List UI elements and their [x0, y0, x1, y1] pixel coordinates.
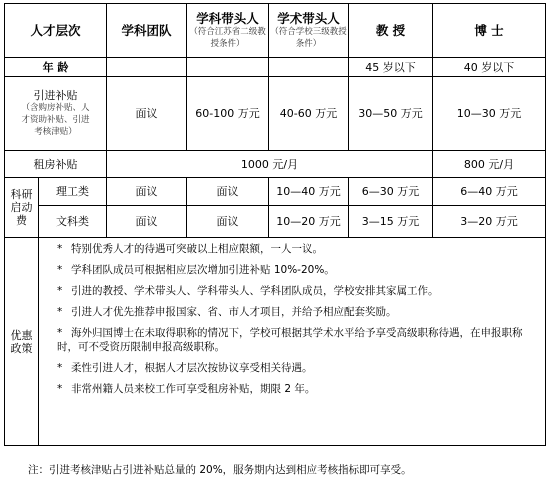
benefits-list [39, 238, 546, 446]
subsidy-label-cell [5, 77, 107, 151]
rent-row [5, 151, 546, 178]
research-arts-row [5, 206, 546, 238]
research-arts-label: 文科类 [39, 206, 107, 238]
research-science-label: 理工类 [39, 178, 107, 206]
benefit-item-text: 引进人才优先推荐申报国家、省、市人才项目，并给予相应配套奖励。 [71, 306, 397, 318]
header-subject-leader-title: 学科带头人 [196, 11, 259, 26]
subsidy-row [5, 77, 546, 151]
talent-policy-table [4, 3, 546, 446]
research-science-professor: 6—30 万元 [349, 178, 433, 206]
subsidy-doctor: 10—30 万元 [433, 77, 546, 151]
header-academic-leader-sub: （符合学校三级教授条件） [270, 27, 347, 49]
benefit-item-text: 非常州籍人员来校工作可享受租房补贴，期限 2 年。 [71, 383, 316, 395]
subsidy-professor: 30—50 万元 [349, 77, 433, 151]
age-subject-leader-empty [187, 58, 269, 77]
header-talent-level: 人才层次 [5, 4, 107, 58]
header-subject-leader [187, 4, 269, 58]
benefit-item: * 引进的教授、学术带头人、学科带头人、学科团队成员，学校安排其家属工作。 [57, 285, 439, 297]
benefit-item: * 特别优秀人才的待遇可突破以上相应限额，一人一议。 [57, 243, 323, 255]
benefit-item-text: 海外归国博士在未取得职称的情况下，学校可根据其学术水平给予享受高级职称待遇，在申报职称时，可不受资历限制申报高级职称。 [57, 327, 523, 353]
benefit-item: * 柔性引进人才，根据人才层次按协议享受相关待遇。 [57, 362, 313, 374]
header-team: 学科团队 [107, 4, 187, 58]
benefit-item: * 非常州籍人员来校工作可享受租房补贴，期限 2 年。 [57, 383, 316, 395]
age-team-empty [107, 58, 187, 77]
benefit-item-text: 特别优秀人才的待遇可突破以上相应限额，一人一议。 [71, 243, 323, 255]
research-arts-team: 面议 [107, 206, 187, 238]
research-label [5, 178, 39, 238]
age-doctor: 40 岁以下 [433, 58, 546, 77]
benefit-item-text: 学科团队成员可根据相应层次增加引进补贴 10%-20%。 [71, 264, 335, 276]
benefit-item-text: 柔性引进人才，根据人才层次按协议享受相关待遇。 [71, 362, 313, 374]
research-label-text: 科研启动费 [10, 188, 33, 227]
benefits-label-cell [5, 238, 39, 446]
research-science-doctor: 6—40 万元 [433, 178, 546, 206]
research-science-row [5, 178, 546, 206]
benefit-item: * 学科团队成员可根据相应层次增加引进补贴 10%-20%。 [57, 264, 335, 276]
rent-label: 租房补贴 [5, 151, 107, 178]
subsidy-subject-leader: 60-100 万元 [187, 77, 269, 151]
age-label: 年 龄 [5, 58, 107, 77]
header-subject-leader-sub: （符合江苏省二级教授条件） [189, 27, 266, 49]
benefit-item: * 引进人才优先推荐申报国家、省、市人才项目，并给予相应配套奖励。 [57, 306, 397, 318]
subsidy-label: 引进补贴 [33, 89, 78, 102]
benefits-row [5, 238, 546, 446]
header-professor: 教 授 [349, 4, 433, 58]
header-doctor: 博 士 [433, 4, 546, 58]
header-academic-leader [269, 4, 349, 58]
rent-doctor: 800 元/月 [433, 151, 546, 178]
subsidy-academic-leader: 40-60 万元 [269, 77, 349, 151]
footnote: 注：引进考核津贴占引进补贴总量的 20%，服务期内达到相应考核指标即可享受。 [28, 464, 412, 476]
research-science-academic-leader: 10—40 万元 [269, 178, 349, 206]
research-arts-academic-leader: 10—20 万元 [269, 206, 349, 238]
research-arts-doctor: 3—20 万元 [433, 206, 546, 238]
subsidy-team: 面议 [107, 77, 187, 151]
age-professor: 45 岁以下 [349, 58, 433, 77]
rent-leaders: 1000 元/月 [107, 151, 433, 178]
header-academic-leader-title: 学术带头人 [277, 11, 340, 26]
research-science-team: 面议 [107, 178, 187, 206]
research-arts-professor: 3—15 万元 [349, 206, 433, 238]
research-arts-subject-leader: 面议 [187, 206, 269, 238]
age-academic-leader-empty [269, 58, 349, 77]
age-row [5, 58, 546, 77]
benefit-item: * 海外归国博士在未取得职称的情况下，学校可根据其学术水平给予享受高级职称待遇，在申报职称时，可不受资历限制申报高级职称。 [57, 327, 523, 353]
benefit-item-text: 引进的教授、学术带头人、学科带头人、学科团队成员，学校安排其家属工作。 [71, 285, 439, 297]
header-row [5, 4, 546, 58]
subsidy-label-sub: （含购房补贴、人才资助补贴、引进考核津贴） [21, 103, 90, 137]
benefits-label: 优惠政策 [10, 328, 33, 355]
research-science-subject-leader: 面议 [187, 178, 269, 206]
